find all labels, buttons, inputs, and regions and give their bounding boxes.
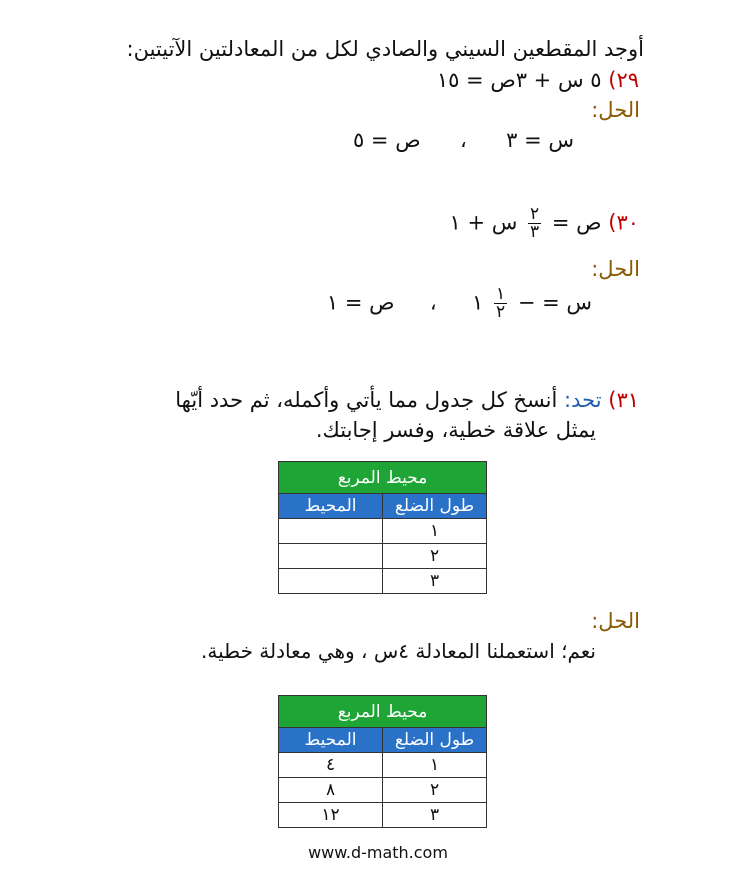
equation-29: ٥ س + ٣ص = ١٥ — [436, 68, 602, 92]
table-row — [279, 753, 487, 778]
footer-website: www.d-math.com — [308, 843, 448, 862]
table-cell — [279, 544, 383, 569]
column-header-perimeter: المحيط — [279, 728, 383, 753]
table-cell: ١ — [383, 519, 487, 544]
equation-30-lhs: ص = — [551, 210, 602, 235]
table-row — [279, 803, 487, 828]
column-header-side-length: طول الضلع — [383, 728, 487, 753]
table-title: محيط المربع — [279, 696, 487, 728]
solution-30-separator: ، — [429, 290, 437, 315]
solution-30-y: ص = ١ — [326, 290, 395, 315]
question-number-30: ٣٠) — [608, 210, 639, 235]
solution-30 — [327, 286, 592, 321]
fraction-denominator: ٣ — [530, 222, 540, 242]
question-31-text-line2: يمثل علاقة خطية، وفسر إجابتك. — [315, 418, 596, 442]
table-cell: ٨ — [279, 778, 383, 803]
solution-label-29: الحل: — [591, 98, 640, 122]
table-cell: ١٢ — [279, 803, 383, 828]
column-header-side-length: طول الضلع — [383, 494, 487, 519]
column-header-perimeter: المحيط — [279, 494, 383, 519]
question-30 — [449, 206, 639, 241]
solution-30-lhs: س = − — [517, 290, 592, 315]
answer-31: نعم؛ استعملنا المعادلة ٤س ، وهي معادلة خطية. — [201, 639, 596, 663]
table-row — [279, 544, 487, 569]
solution-30-whole: ١ — [472, 290, 484, 315]
question-number-29: ٢٩) — [608, 68, 639, 92]
table-cell: ٢ — [383, 778, 487, 803]
intro-text: أوجد المقطعين السيني والصادي لكل من المعادلتين الآتيتين: — [126, 37, 644, 61]
fraction-numerator: ١ — [495, 284, 506, 304]
solution-29 — [353, 128, 574, 152]
table-cell — [279, 519, 383, 544]
table-row — [279, 569, 487, 594]
solution-label-31: الحل: — [591, 609, 640, 633]
perimeter-table-filled — [278, 695, 487, 828]
solution-29-separator: ، — [459, 128, 467, 152]
question-29 — [437, 68, 639, 92]
table-cell — [279, 569, 383, 594]
fraction-1-2 — [494, 286, 507, 321]
challenge-label: تحد: — [564, 388, 602, 412]
table-cell: ٣ — [383, 803, 487, 828]
fraction-numerator: ٢ — [530, 204, 540, 224]
question-number-31: ٣١) — [608, 388, 639, 412]
fraction-denominator: ٢ — [495, 302, 506, 322]
equation-30-rhs: س + ١ — [449, 210, 518, 235]
perimeter-table-empty — [278, 461, 487, 594]
table-row — [279, 519, 487, 544]
table-cell: ٢ — [383, 544, 487, 569]
fraction-2-3 — [528, 206, 541, 241]
table-cell: ١ — [383, 753, 487, 778]
solution-29-y: ص = ٥ — [352, 128, 421, 152]
table-row — [279, 778, 487, 803]
question-31 — [175, 388, 639, 412]
table-cell: ٤ — [279, 753, 383, 778]
table-title: محيط المربع — [279, 462, 487, 494]
table-cell: ٣ — [383, 569, 487, 594]
solution-29-x: س = ٣ — [506, 128, 574, 152]
question-31-text-line1: أنسخ كل جدول مما يأتي وأكمله، ثم حدد أيّها — [175, 388, 558, 412]
solution-label-30: الحل: — [591, 257, 640, 281]
